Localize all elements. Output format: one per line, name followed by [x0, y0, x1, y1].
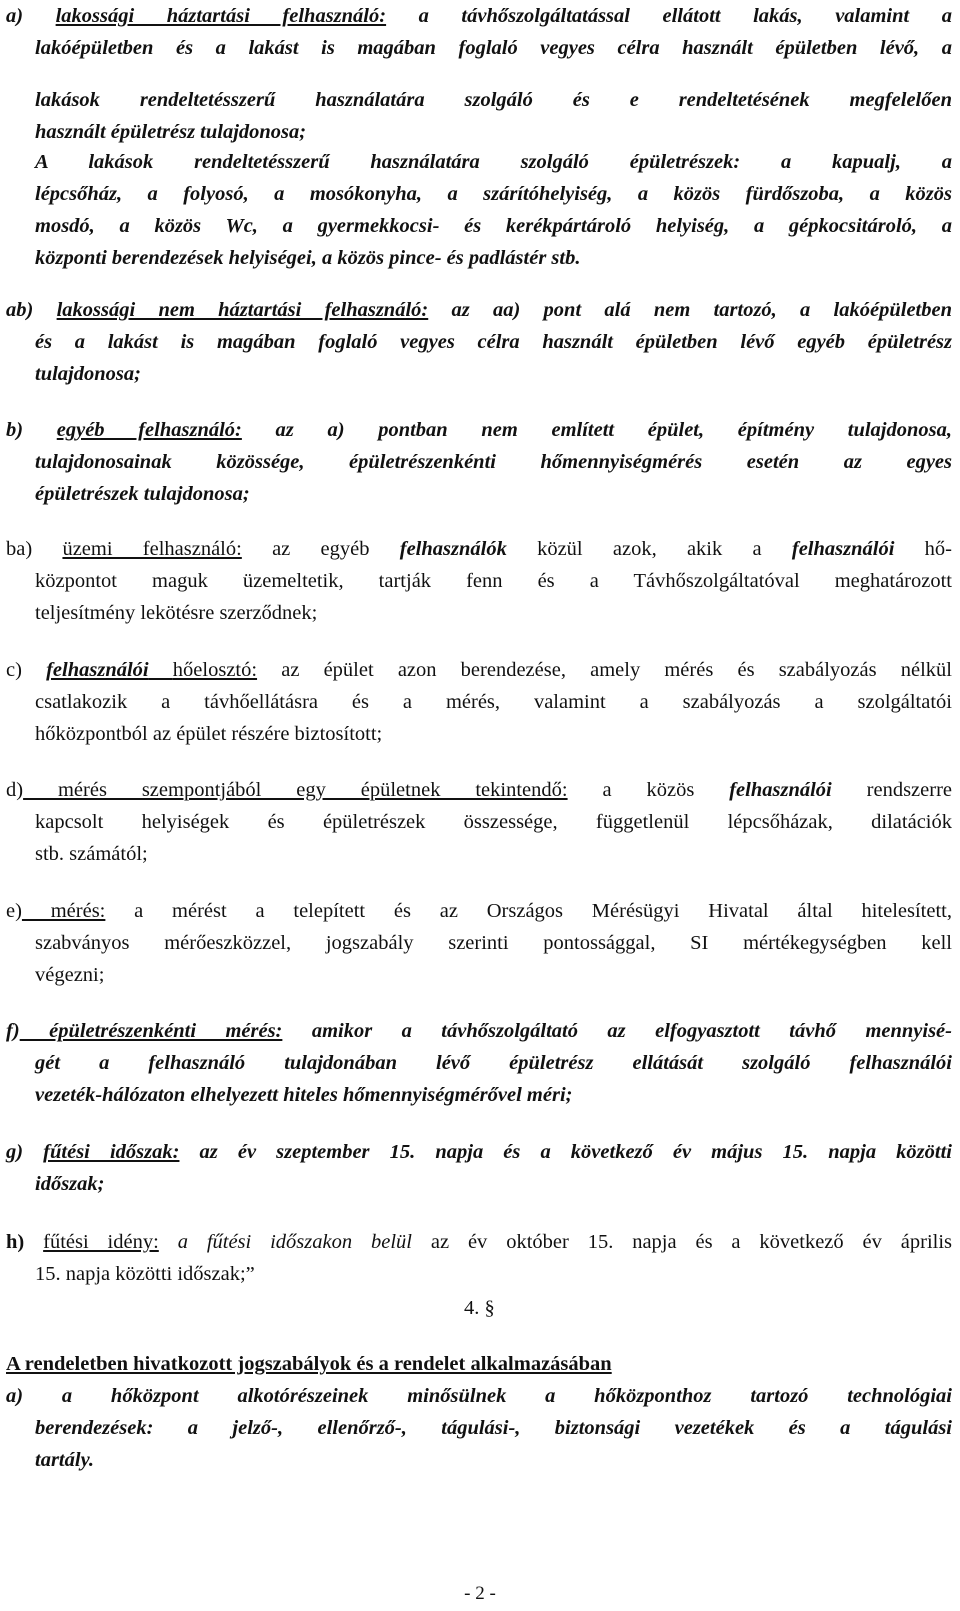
- term-hoeloszto: hőelosztó:: [172, 659, 258, 681]
- list-text: központi berendezések helyiségei, a közös pince- és padlástér stb.: [35, 247, 581, 269]
- item-label: e): [6, 900, 22, 922]
- item-label: h): [6, 1231, 44, 1253]
- definition-text: az a) pontban nem említett épület, építmény tulajdonosa,: [241, 419, 952, 441]
- item-label: g): [6, 1141, 44, 1163]
- section-heading: [6, 1348, 952, 1380]
- emphasis: felhasználói: [791, 538, 895, 560]
- item-label: ba): [6, 538, 63, 560]
- list-text: mosdó, a közös Wc, a gyermekkocsi- és kerékpártároló helyiség, a gépkocsitároló, a: [35, 215, 952, 237]
- definition-text: az aa) pont alá nem tartozó, a lakóépületben: [428, 299, 952, 321]
- term-epuletreszenkenti-meres: épületrészenkénti mérés:: [19, 1020, 283, 1042]
- term-meres-szempontjabol: mérés szempontjából egy épületnek tekintendő:: [23, 779, 568, 801]
- page-number: - 2 -: [464, 1583, 496, 1604]
- item-label: c): [6, 659, 47, 681]
- definition-text: végezni;: [35, 964, 105, 986]
- definition-text: a távhőszolgáltatással ellátott lakás, valamint a: [386, 5, 953, 27]
- term-meres: mérés:: [21, 900, 106, 922]
- definition-g: [6, 1136, 952, 1200]
- definition-final-a: [6, 1380, 952, 1476]
- space: [159, 1231, 178, 1253]
- definition-text: szabványos mérőeszközzel, jogszabály szerinti pontossággal, SI mértékegységben kell: [35, 932, 952, 954]
- definition-text: kapcsolt helyiségek és épületrészek összessége, függetlenül lépcsőházak, dilatációk: [35, 811, 952, 833]
- definition-text: gét a felhasználó tulajdonában lévő épületrész ellátását szolgáló felhasználói: [35, 1052, 952, 1074]
- epuletreszek-list: [6, 146, 952, 274]
- emphasis: felhasználói: [729, 779, 832, 801]
- emphasis: felhasználók: [399, 538, 507, 560]
- emphasis: a fűtési időszakon belül: [177, 1231, 412, 1253]
- definition-ba: [6, 533, 952, 629]
- definition-text: tulajdonosa;: [35, 363, 141, 385]
- term-lakossagi-nem-haztartasi: lakossági nem háztartási felhasználó:: [56, 299, 429, 321]
- list-text: A lakások rendeltetésszerű használatára szolgáló épületrészek: a kapualj, a: [35, 151, 952, 173]
- heading-text: A rendeletben hivatkozott jogszabályok és a rendelet alkalmazásában: [6, 1353, 612, 1375]
- term-futesi-idoszak: fűtési időszak:: [43, 1141, 180, 1163]
- definition-h: [6, 1226, 952, 1290]
- definition-text: a) a hőközpont alkotórészeinek minősülnek a hőközponthoz tartozó technológiai: [6, 1385, 952, 1407]
- definition-text: berendezések: a jelző-, ellenőrző-, tágulási-, biztonsági vezetékek és a tágulási: [35, 1417, 952, 1439]
- definition-text: csatlakozik a távhőellátásra és a mérés, valamint a szabályozás a szolgáltatói: [35, 691, 952, 713]
- definition-c: [6, 654, 952, 750]
- item-label: d): [6, 779, 24, 801]
- item-label: b): [6, 419, 57, 441]
- definition-ab: [6, 294, 952, 390]
- definition-text: lakások rendeltetésszerű használatára szolgáló és e rendeltetésének megfelelően: [35, 89, 952, 111]
- definition-text: közül azok, akik a: [506, 538, 792, 560]
- term-futesi-ideny: fűtési idény:: [43, 1231, 159, 1253]
- definition-text: épületrészek tulajdonosa;: [35, 483, 250, 505]
- emphasis: felhasználói: [46, 659, 149, 681]
- definition-text: tulajdonosainak közössége, épületrészenkénti hőmennyiségmérés esetén az egyes: [35, 451, 952, 473]
- definition-d: [6, 774, 952, 870]
- definition-text: vezeték-hálózaton elhelyezett hiteles hőmennyiségmérővel méri;: [35, 1084, 573, 1106]
- definition-text: az év szeptember 15. napja és a következő év május 15. napja közötti: [179, 1141, 952, 1163]
- definition-text: az egyéb: [241, 538, 400, 560]
- list-text: lépcsőház, a folyosó, a mosókonyha, a szárítóhelyiség, a közös fürdőszoba, a közös: [35, 183, 952, 205]
- definition-a-continued: [6, 84, 952, 148]
- definition-text: hő-: [894, 538, 952, 560]
- definition-text: amikor a távhőszolgáltató az elfogyasztott távhő mennyisé-: [282, 1020, 952, 1042]
- term-uzemi-felhasznalo: üzemi felhasználó:: [62, 538, 242, 560]
- definition-text: és a lakást is magában foglaló vegyes célra használt épületben lévő egyéb épületrész: [35, 331, 952, 353]
- definition-text: használt épületrész tulajdonosa;: [35, 121, 307, 143]
- term-egyeb-felhasznalo: egyéb felhasználó:: [56, 419, 242, 441]
- definition-f: [6, 1015, 952, 1111]
- definition-text: rendszerre: [831, 779, 952, 801]
- paragraph-sign: 4. §: [464, 1297, 495, 1319]
- definition-text: a mérést a telepített és az Országos Mérésügyi Hivatal által hitelesített,: [105, 900, 952, 922]
- definition-b: [6, 414, 952, 510]
- definition-e: [6, 895, 952, 991]
- definition-text: időszak;: [35, 1173, 105, 1195]
- definition-text: 15. napja közötti időszak;”: [35, 1263, 255, 1285]
- definition-text: lakóépületben és a lakást is magában foglaló vegyes célra használt épületben lévő, a: [35, 37, 952, 59]
- item-label: ab): [6, 299, 57, 321]
- definition-a: [6, 0, 952, 64]
- definition-text: központot maguk üzemeltetik, tartják fenn és a Távhőszolgáltatóval meghatározott: [35, 570, 952, 592]
- definition-text: az épület azon berendezése, amely mérés és szabályozás nélkül: [257, 659, 953, 681]
- definition-text: hőközpontból az épület részére biztosított;: [35, 723, 383, 745]
- item-label: a): [6, 5, 56, 27]
- definition-text: tartály.: [35, 1449, 95, 1471]
- definition-text: a közös: [567, 779, 730, 801]
- definition-text: stb. számától;: [35, 843, 148, 865]
- definition-text: teljesítmény lekötésre szerződnek;: [35, 602, 318, 624]
- item-label: f): [6, 1020, 20, 1042]
- space: [149, 659, 173, 681]
- definition-text: az év október 15. napja és a következő év április: [412, 1231, 953, 1253]
- term-lakossagi-haztartasi: lakossági háztartási felhasználó:: [55, 5, 387, 27]
